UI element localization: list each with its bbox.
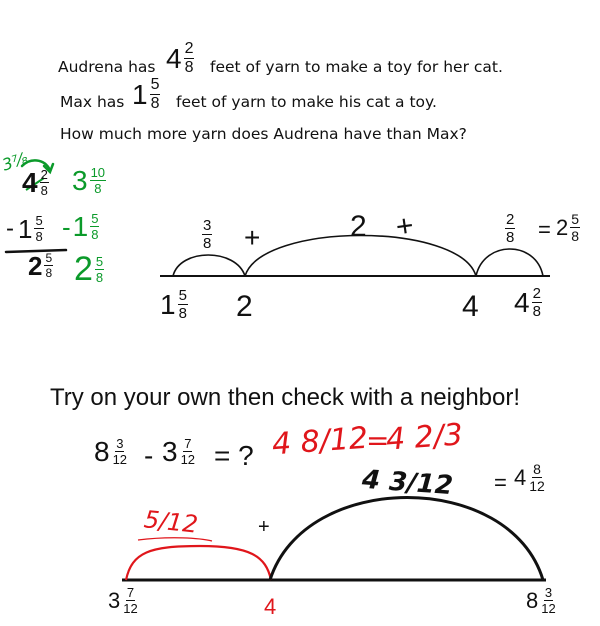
number-line-1-hop-small xyxy=(173,255,245,276)
left-sub-green: - 1 5 8 xyxy=(62,210,99,242)
number-line-1-hop-end xyxy=(476,249,543,276)
practice-minuend: 8 3 12 xyxy=(94,435,128,467)
nl1-tick-end: 4 2 8 xyxy=(514,285,541,320)
left-answer-green: 2 5 8 xyxy=(74,250,104,288)
left-sub-black: - 1 5 8 xyxy=(6,213,43,244)
practice-subtrahend: 3 7 12 xyxy=(162,435,196,467)
max-text-pre: Max has xyxy=(60,93,125,111)
nl1-tick-2: 2 xyxy=(236,290,253,323)
nl2-tick-mid: 4 xyxy=(264,594,277,619)
audrena-whole: 4 xyxy=(166,42,182,74)
practice-equals-question: = ? xyxy=(214,440,254,471)
max-numerator: 5 xyxy=(150,76,160,93)
number-line-2-hop-big xyxy=(270,498,543,581)
nl2-red-hop-label: 5/12 xyxy=(142,505,200,539)
nl1-hop2-label: 2 xyxy=(350,210,367,243)
green-regroup-note: 3⅞ xyxy=(0,148,30,175)
audrena-text-pre: Audrena has xyxy=(58,58,156,76)
red-answer-2: 4 2/3 xyxy=(384,417,465,458)
max-mixed-number xyxy=(132,77,160,112)
left-top-green: 3 10 8 xyxy=(72,164,106,196)
left-answer-black: 2 5 8 xyxy=(28,250,53,281)
audrena-denominator: 8 xyxy=(184,59,194,76)
nl2-big-hop-eq: = xyxy=(494,470,507,495)
nl2-big-hop-total: 4 8 12 xyxy=(514,461,545,494)
audrena-numerator: 2 xyxy=(184,40,194,57)
max-denominator: 8 xyxy=(150,95,160,112)
nl1-tick-start: 1 5 8 xyxy=(160,287,187,322)
number-line-2-hop-red xyxy=(126,546,271,580)
red-underline xyxy=(138,538,212,541)
nl2-tick-end: 8 3 12 xyxy=(526,585,556,616)
nl2-plus: + xyxy=(258,516,270,538)
practice-heading: Try on your own then check with a neighbor! xyxy=(50,384,521,411)
question-text: How much more yarn does Audrena have than Max? xyxy=(60,125,467,143)
nl1-hop1-label: 3 8 xyxy=(203,217,212,252)
nl1-hop3-label: 2 8 xyxy=(506,211,515,246)
practice-minus: - xyxy=(144,440,154,471)
audrena-text-post: feet of yarn to make a toy for her cat. xyxy=(210,58,503,76)
max-text-post: feet of yarn to make his cat a toy. xyxy=(176,93,437,111)
nl2-big-hop-label: 4 3/12 xyxy=(361,464,454,502)
nl1-tick-4: 4 xyxy=(462,290,479,323)
left-top-black: 4 2 8 xyxy=(22,166,48,198)
nl1-total: 2 5 8 xyxy=(556,211,580,244)
nl1-plus-1: + xyxy=(244,222,261,253)
red-answer-1: 4 8/12 xyxy=(270,420,370,463)
nl2-tick-start: 3 7 12 xyxy=(108,585,138,616)
nl1-equals: = xyxy=(538,217,551,242)
audrena-mixed-number xyxy=(166,41,194,76)
max-whole: 1 xyxy=(132,78,148,110)
red-answer-eq: = xyxy=(366,424,390,457)
nl1-plus-2: + xyxy=(393,208,416,245)
